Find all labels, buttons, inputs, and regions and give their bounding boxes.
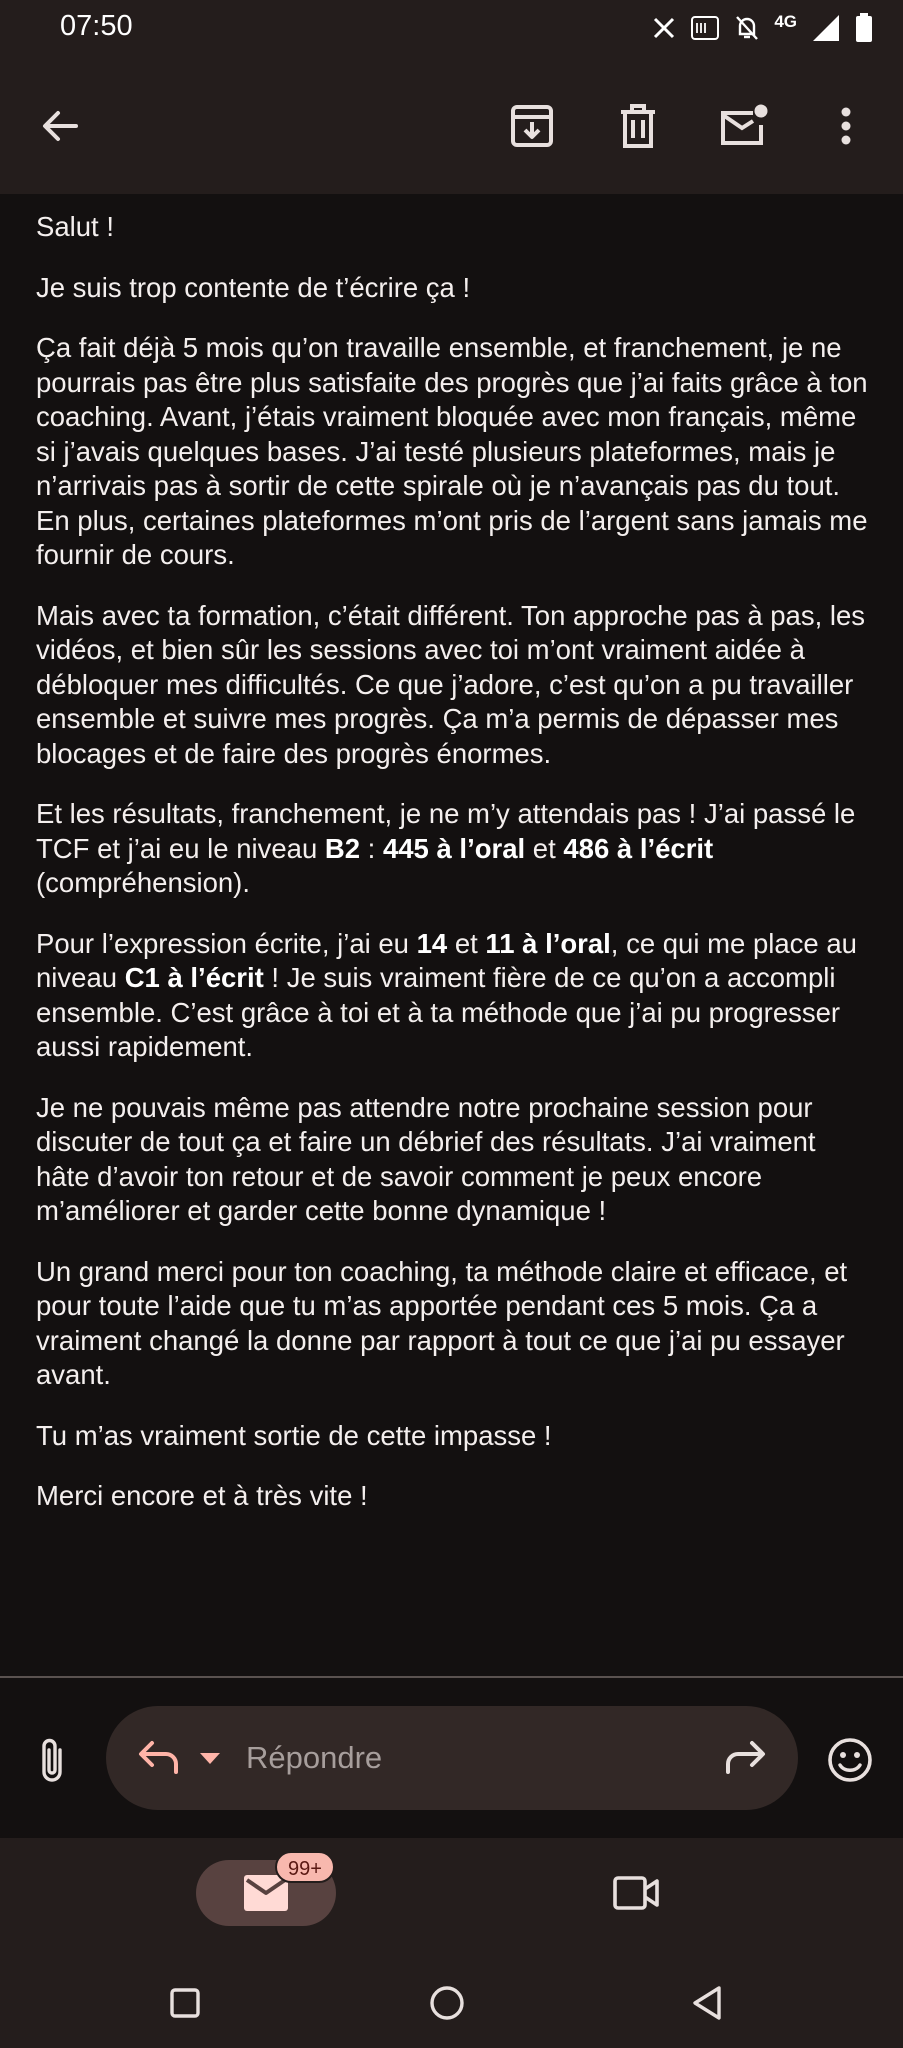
email-paragraph: Mais avec ta formation, c’était différent. Ton approche pas à pas, les vidéos, et bien sûr les sessions avec toi m’ont vraiment aidée à débloquer mes difficultés. Ce que j’adore, c’est qu’on a pu travailler ensemble et suivre mes progrès. Ça m’a permis de dépasser mes blocages et de faire des progrès énormes. bbox=[36, 599, 866, 769]
refresh-rate-144hz-icon bbox=[690, 15, 720, 41]
archive-icon bbox=[509, 103, 555, 149]
written-expression-score: 14 bbox=[416, 927, 448, 959]
email-paragraph: Je ne pouvais même pas attendre notre prochaine session pour discuter de tout ça et faire un débrief des résultats. J’ai vraiment hâte d’avoir ton retour et de savoir comment je peux encore m’améliorer et garder cette bonne dynamique ! bbox=[36, 1091, 816, 1226]
bottom-nav bbox=[0, 1838, 903, 2048]
emoji-icon bbox=[826, 1736, 874, 1784]
back-triangle-icon bbox=[690, 1985, 724, 2021]
system-navigation-bar bbox=[0, 1958, 903, 2048]
oral-expression-score: 11 à l’oral bbox=[485, 927, 611, 959]
status-icons bbox=[652, 8, 873, 48]
reply-field[interactable] bbox=[106, 1706, 798, 1810]
app-bar bbox=[0, 56, 903, 194]
email-body bbox=[36, 194, 876, 1674]
attach-button[interactable] bbox=[26, 1734, 78, 1786]
status-bar bbox=[0, 0, 903, 56]
email-paragraph: Tu m’as vraiment sortie de cette impasse ! bbox=[36, 1419, 552, 1451]
level-c1: C1 à l’écrit bbox=[124, 962, 264, 993]
forward-icon[interactable] bbox=[722, 1736, 768, 1780]
mobile-signal-icon bbox=[811, 13, 841, 43]
email-paragraph-results: Et les résultats, franchement, je ne m’y attendais pas ! J’ai passé le TCF et j’ai eu le niveau B2 : 445 à l’oral et 486 à l’écrit (compréhension). bbox=[36, 798, 856, 898]
x-app-icon bbox=[652, 16, 676, 40]
back-nav-button[interactable] bbox=[684, 1980, 730, 2026]
video-camera-icon bbox=[613, 1876, 659, 1910]
tab-meet[interactable] bbox=[606, 1868, 666, 1918]
archive-button[interactable] bbox=[502, 96, 562, 156]
delete-button[interactable] bbox=[608, 96, 668, 156]
recents-square-icon bbox=[169, 1987, 201, 2019]
notifications-off-icon bbox=[734, 14, 760, 42]
recents-button[interactable] bbox=[162, 1980, 208, 2026]
level-b2: B2 bbox=[324, 832, 361, 864]
mark-unread-button[interactable] bbox=[714, 96, 774, 156]
reply-placeholder: Répondre bbox=[246, 1740, 383, 1775]
oral-score: 445 à l’oral bbox=[382, 832, 526, 864]
email-paragraph: Je suis trop contente de t’écrire ça ! bbox=[36, 271, 471, 303]
email-sign-off: Merci encore et à très vite ! bbox=[36, 1480, 368, 1511]
unread-count-badge: 99+ bbox=[275, 1851, 335, 1883]
back-arrow-icon bbox=[40, 106, 80, 146]
reply-icon[interactable] bbox=[136, 1736, 182, 1780]
more-options-button[interactable] bbox=[816, 96, 876, 156]
status-time: 07:50 bbox=[60, 10, 133, 42]
attachment-icon bbox=[38, 1736, 66, 1784]
emoji-reaction-button[interactable] bbox=[822, 1732, 878, 1788]
network-type-label: 4G bbox=[774, 12, 797, 31]
battery-icon bbox=[855, 13, 873, 43]
email-paragraph-expression: Pour l’expression écrite, j’ai eu 14 et 11 à l’oral, ce qui me place au niveau C1 à l’écrit ! Je suis vraiment fière de ce qu’on a accompli ensemble. C’est grâce à toi et à ta méthode que j’ai pu progresser aussi rapidement. bbox=[36, 927, 857, 1062]
reply-area bbox=[0, 1678, 903, 1838]
email-paragraph: Ça fait déjà 5 mois qu’on travaille ensemble, et franchement, je ne pourrais pas être plus satisfaite des progrès que j’ai faits grâce à ton coaching. Avant, j’étais vraiment bloquée avec mon français, même si j’avais quelques bases. J’ai testé plusieurs plateformes, mais je n’arrivais pas à sortir de cette spirale où je n’avançais pas du tout. En plus, certaines plateformes m’ont pris de l’argent sans jamais me fournir de cours. bbox=[36, 332, 868, 570]
email-paragraph: Un grand merci pour ton coaching, ta méthode claire et efficace, et pour toute l’aide que tu m’as apportée pendant ces 5 mois. Ça a vraiment changé la donne par rapport à tout ce que j’ai pu essayer avant. bbox=[36, 1255, 848, 1390]
home-button[interactable] bbox=[424, 1980, 470, 2026]
delete-icon bbox=[618, 103, 658, 149]
chevron-down-icon[interactable] bbox=[198, 1750, 222, 1766]
more-vertical-icon bbox=[840, 106, 852, 146]
back-button[interactable] bbox=[30, 96, 90, 156]
written-score: 486 à l’écrit bbox=[563, 832, 714, 864]
mark-unread-icon bbox=[719, 103, 769, 149]
email-greeting: Salut ! bbox=[36, 211, 114, 242]
home-circle-icon bbox=[428, 1984, 466, 2022]
